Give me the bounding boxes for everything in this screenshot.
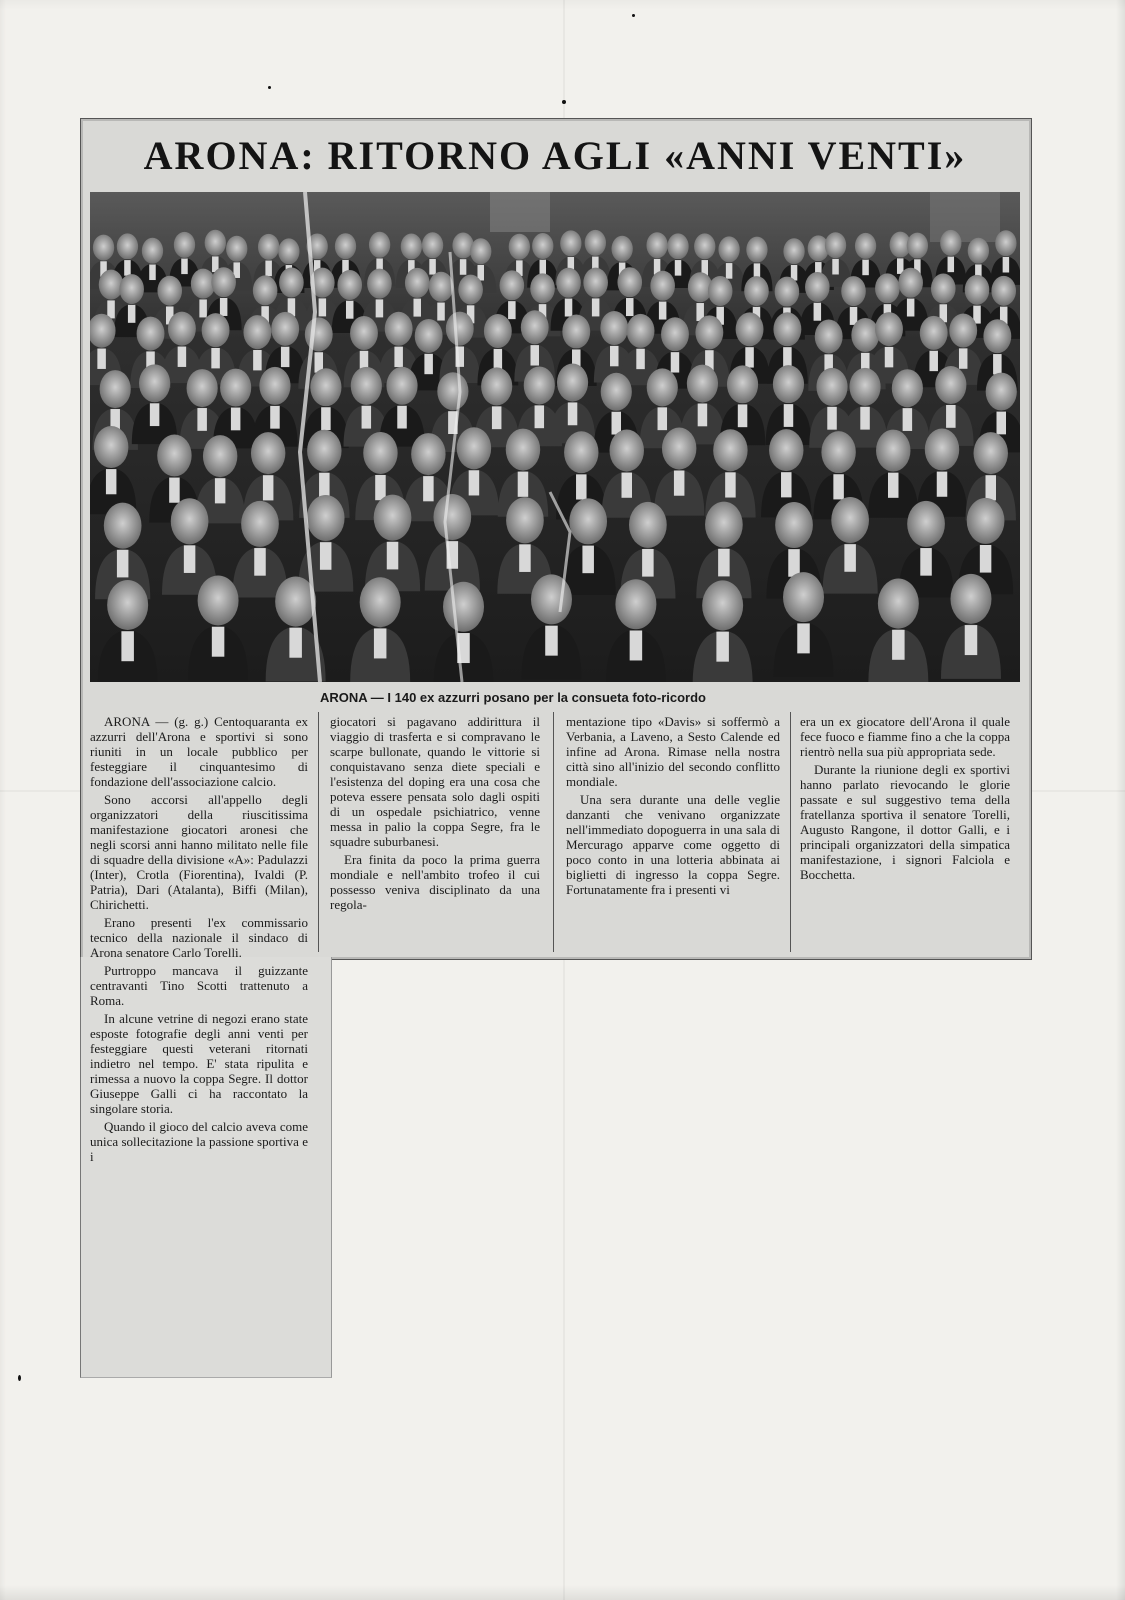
crowd-figure-head bbox=[617, 267, 642, 297]
crowd-figure-head bbox=[851, 318, 879, 352]
crowd-figure-shirt bbox=[149, 264, 156, 280]
crowd-figure-head bbox=[950, 574, 991, 624]
crowd-figure-shirt bbox=[997, 412, 1007, 435]
crowd-figure-head bbox=[907, 501, 945, 547]
crowd-figure-shirt bbox=[374, 628, 387, 658]
crowd-figure-shirt bbox=[199, 299, 207, 317]
crowd-figure-head bbox=[142, 238, 163, 264]
crowd-figure-shirt bbox=[844, 544, 856, 572]
crowd-figure-head bbox=[374, 495, 412, 541]
crowd-figure-head bbox=[805, 272, 830, 302]
crowd-figure-head bbox=[783, 572, 824, 622]
crowd-figure-head bbox=[821, 431, 855, 473]
crowd-figure-head bbox=[892, 369, 923, 407]
crowd-figure-shirt bbox=[545, 626, 558, 656]
crowd-figure-head bbox=[211, 267, 236, 297]
crowd-figure-head bbox=[100, 370, 131, 408]
article-column-3 bbox=[566, 714, 780, 900]
crowd-figure-shirt bbox=[920, 548, 932, 576]
crowd-figure-shirt bbox=[781, 472, 792, 497]
crowd-figure-shirt bbox=[492, 406, 502, 429]
crowd-figure-shirt bbox=[178, 347, 187, 367]
crowd-figure-shirt bbox=[860, 407, 870, 430]
crowd-figure-shirt bbox=[319, 473, 330, 498]
crowd-figure-shirt bbox=[535, 405, 545, 428]
crowd-figure-shirt bbox=[169, 478, 180, 503]
crowd-figure-head bbox=[949, 314, 977, 348]
crowd-figure-head bbox=[509, 234, 530, 260]
crowd-figure-shirt bbox=[827, 407, 837, 430]
crowd-figure-shirt bbox=[888, 473, 899, 498]
crowd-figure-head bbox=[443, 582, 484, 632]
crowd-figure-head bbox=[878, 579, 919, 629]
crowd-figure-shirt bbox=[508, 301, 515, 319]
crowd-figure-shirt bbox=[659, 302, 667, 320]
crowd-figure-head bbox=[360, 577, 401, 627]
crowd-figure-shirt bbox=[946, 405, 956, 428]
crowd-figure-head bbox=[815, 319, 843, 353]
crowd-figure-head bbox=[585, 230, 606, 256]
crowd-figure-head bbox=[457, 427, 491, 469]
crowd-figure-head bbox=[94, 426, 128, 468]
crowd-figure-head bbox=[500, 270, 525, 300]
crowd-figure-shirt bbox=[270, 406, 280, 429]
crowd-figure-head bbox=[157, 434, 191, 476]
crowd-figure-head bbox=[898, 268, 923, 298]
crowd-figure-head bbox=[849, 368, 880, 406]
crowd-figure-head bbox=[524, 366, 555, 404]
crowd-figure-head bbox=[363, 432, 397, 474]
crowd-figure-shirt bbox=[394, 347, 403, 367]
photo-caption: ARONA — I 140 ex azzurri posano per la consueta foto-ricordo bbox=[320, 690, 706, 705]
crowd-figure-shirt bbox=[814, 303, 822, 321]
crowd-figure-head bbox=[875, 273, 900, 303]
crowd-figure-head bbox=[718, 236, 739, 262]
crowd-figure-shirt bbox=[321, 407, 331, 430]
crowd-figure-head bbox=[532, 233, 553, 259]
crowd-figure-head bbox=[530, 273, 555, 303]
crowd-figure-head bbox=[484, 314, 512, 348]
crowd-figure-head bbox=[415, 319, 443, 353]
crowd-figure-head bbox=[241, 501, 279, 547]
paragraph: Quando il gioco del calcio aveva come unica sollecitazione la passione sportiva e i bbox=[90, 1119, 308, 1164]
crowd-figure-head bbox=[198, 575, 239, 625]
crowd-figure-head bbox=[705, 502, 743, 548]
crowd-figure-shirt bbox=[833, 474, 844, 499]
crowd-figure-shirt bbox=[212, 627, 225, 657]
crowd-figure-head bbox=[775, 502, 813, 548]
crowd-figure-shirt bbox=[642, 549, 654, 577]
crowd-figure-shirt bbox=[784, 404, 794, 427]
crowd-figure-shirt bbox=[985, 475, 996, 500]
crowd-figure-head bbox=[157, 276, 182, 306]
crowd-figure-head bbox=[93, 235, 114, 261]
crowd-figure-shirt bbox=[387, 542, 399, 570]
crowd-figure-head bbox=[646, 232, 667, 258]
paragraph: In alcune vetrine di negozi erano state esposte fotografie degli anni venti per festeggiare questi veterani ritornati indietro nel tempo. E' stata ripulita e rimessa a nuovo la coppa Segre. Il dottor Giuseppe Galli ci ha raccontato la singolare storia. bbox=[90, 1011, 308, 1116]
crowd-figure-shirt bbox=[376, 299, 384, 317]
crowd-figure-head bbox=[220, 369, 251, 407]
crowd-figure-head bbox=[935, 366, 966, 404]
paragraph: Erano presenti l'ex commissario tecnico della nazionale il sindaco di Arona senatore Carlo Torelli. bbox=[90, 915, 308, 960]
crowd-figure-head bbox=[335, 233, 356, 259]
crowd-figure-shirt bbox=[124, 260, 131, 276]
crowd-figure-head bbox=[662, 427, 696, 469]
crowd-figure-head bbox=[627, 314, 655, 348]
crowd-figure-shirt bbox=[106, 469, 117, 494]
crowd-figure-shirt bbox=[121, 631, 134, 661]
paragraph: Sono accorsi all'appello degli organizzatori della riuscitissima manifestazione giocatori aronesi che negli scorsi anni hanno militato nelle file di squadre della divisione «A»: Padulazzi (Inter), Crotla (Fiorentina), Ivaldi (P. Patria), Dari (Atalanta), Biffi (Milan), Chirichetti. bbox=[90, 792, 308, 912]
crowd-figure-head bbox=[562, 315, 590, 349]
crowd-figure-shirt bbox=[231, 408, 241, 431]
column-rule bbox=[790, 712, 791, 952]
crowd-figure-shirt bbox=[320, 542, 332, 570]
crowd-figure-head bbox=[168, 312, 196, 346]
article-column-4 bbox=[800, 714, 1010, 885]
crowd-figure-head bbox=[253, 275, 278, 305]
crowd-figure-shirt bbox=[150, 403, 160, 426]
crowd-figure-head bbox=[986, 373, 1017, 411]
crowd-figure-head bbox=[564, 431, 598, 473]
article-headline: ARONA: RITORNO AGLI «ANNI VENTI» bbox=[143, 133, 967, 178]
crowd-figure-head bbox=[875, 312, 903, 346]
crowd-figure-head bbox=[117, 233, 138, 259]
crowd-figure-head bbox=[205, 230, 226, 256]
crowd-figure-shirt bbox=[184, 545, 196, 573]
crowd-figure-head bbox=[350, 316, 378, 350]
crowd-figure-head bbox=[521, 310, 549, 344]
crowd-figure-head bbox=[569, 498, 607, 544]
crowd-figure-head bbox=[310, 368, 341, 406]
crowd-figure-head bbox=[920, 316, 948, 350]
crowd-figure-head bbox=[202, 313, 230, 347]
crowd-figure-shirt bbox=[862, 260, 869, 276]
crowd-figure-head bbox=[876, 430, 910, 472]
crowd-figure-shirt bbox=[211, 348, 220, 368]
crowd-figure-shirt bbox=[181, 258, 188, 274]
crowd-figure-shirt bbox=[622, 473, 633, 498]
crowd-figure-head bbox=[351, 367, 382, 405]
crowd-figure-head bbox=[983, 319, 1011, 353]
crowd-figure-shirt bbox=[892, 630, 905, 660]
crowd-figure-head bbox=[104, 503, 142, 549]
crowd-figure-head bbox=[203, 435, 237, 477]
crowd-figure-head bbox=[411, 433, 445, 475]
crowd-figure-head bbox=[708, 276, 733, 306]
crowd-figure-head bbox=[967, 498, 1005, 544]
crowd-figure-shirt bbox=[362, 406, 372, 429]
crowd-figure-shirt bbox=[788, 549, 800, 577]
article-column-2 bbox=[330, 714, 540, 915]
crowd-figure-shirt bbox=[460, 259, 467, 275]
crowd-figure-shirt bbox=[375, 475, 386, 500]
crowd-figure-head bbox=[995, 230, 1016, 256]
crowd-figure-head bbox=[940, 230, 961, 256]
paragraph: Durante la riunione degli ex sportivi hanno parlato rievocando le glorie passate e sul suggestivo tema della fratellanza sportiva il senatore Torelli, Augusto Rangone, il dottor Galli, e i principali organizzatori della simpatica manifestazione, i signori Falciola e Bocchetta. bbox=[800, 762, 1010, 882]
crowd-figure-shirt bbox=[626, 298, 634, 316]
crowd-figure-head bbox=[600, 311, 628, 345]
crowd-figure-head bbox=[816, 368, 847, 406]
crowd-figure-head bbox=[694, 233, 715, 259]
crowd-figure-shirt bbox=[929, 351, 938, 371]
crowd-figure-shirt bbox=[540, 260, 547, 276]
crowd-figure-head bbox=[773, 365, 804, 403]
crowd-figure-head bbox=[825, 232, 846, 258]
crowd-figure-shirt bbox=[832, 259, 839, 275]
crowd-figure-shirt bbox=[346, 301, 354, 319]
crowd-figure-shirt bbox=[965, 625, 978, 655]
crowd-figure-shirt bbox=[718, 549, 730, 577]
crowd-figure-head bbox=[974, 432, 1008, 474]
crowd-figure-head bbox=[831, 497, 869, 543]
crowd-figure-shirt bbox=[698, 404, 708, 427]
crowd-figure-head bbox=[470, 238, 491, 264]
crowd-figure-shirt bbox=[253, 350, 262, 370]
crowd-figure-shirt bbox=[675, 260, 682, 276]
paragraph: era un ex giocatore dell'Arona il quale fece fuoco e fiamme fino a che la coppa rientrò nella sua più appropriata sede. bbox=[800, 714, 1010, 759]
crowd-figure-shirt bbox=[107, 300, 115, 318]
crowd-figure-head bbox=[931, 274, 956, 304]
crowd-figure-shirt bbox=[937, 472, 948, 497]
crowd-figure-head bbox=[991, 276, 1016, 306]
crowd-figure-shirt bbox=[530, 345, 539, 365]
crowd-figure-head bbox=[307, 495, 345, 541]
column-rule bbox=[318, 712, 319, 952]
crowd-figure-head bbox=[531, 574, 572, 624]
crowd-figure-head bbox=[769, 429, 803, 471]
crowd-figure-shirt bbox=[1003, 257, 1010, 273]
crowd-figure-head bbox=[429, 272, 454, 302]
crowd-figure-head bbox=[746, 237, 767, 263]
crowd-figure-head bbox=[557, 364, 588, 402]
crowd-figure-shirt bbox=[437, 303, 445, 321]
crowd-figure-head bbox=[713, 429, 747, 471]
crowd-figure-head bbox=[258, 234, 279, 260]
crowd-figure-shirt bbox=[658, 407, 668, 430]
crowd-figure-shirt bbox=[429, 259, 436, 275]
column-rule bbox=[553, 712, 554, 952]
crowd-figure-shirt bbox=[582, 546, 594, 574]
crowd-figure-head bbox=[401, 233, 422, 259]
paragraph: Una sera durante una delle veglie danzanti che venivano organizzate nell'immediato dopoguerra in una sala di Mercurago apparve come oggetto di poco conto in una lotteria abbinata ai biglietti di ingresso la coppa Segre. Fortunatamente fra i presenti vi bbox=[566, 792, 780, 897]
paper-speck bbox=[268, 86, 271, 89]
crowd-figure-head bbox=[775, 277, 800, 307]
crowd-figure-shirt bbox=[716, 632, 729, 662]
crowd-figure-shirt bbox=[423, 476, 434, 501]
crowd-figure-shirt bbox=[636, 349, 645, 369]
crowd-figure-shirt bbox=[993, 354, 1002, 374]
crowd-figure-shirt bbox=[97, 349, 106, 369]
crowd-figure-shirt bbox=[797, 623, 810, 653]
crowd-figure-shirt bbox=[565, 299, 573, 317]
crowd-figure-head bbox=[556, 268, 581, 298]
crowd-figure-head bbox=[629, 502, 667, 548]
paper-speck bbox=[18, 1375, 21, 1381]
crowd-figure-head bbox=[107, 580, 148, 630]
crowd-figure-shirt bbox=[397, 406, 407, 429]
crowd-figure-head bbox=[458, 275, 483, 305]
crowd-figure-shirt bbox=[783, 347, 792, 367]
crowd-figure-shirt bbox=[610, 346, 619, 366]
crowd-figure-shirt bbox=[281, 347, 290, 367]
paper-speck bbox=[562, 100, 566, 104]
crowd-figure-head bbox=[855, 233, 876, 259]
crowd-figure-shirt bbox=[907, 299, 915, 317]
crowd-figure-shirt bbox=[220, 298, 228, 316]
crowd-figure-head bbox=[925, 429, 959, 471]
crowd-figure-head bbox=[243, 315, 271, 349]
crowd-figure-head bbox=[783, 238, 804, 264]
crowd-figure-shirt bbox=[494, 349, 503, 369]
crowd-figure-head bbox=[446, 312, 474, 346]
crowd-figure-shirt bbox=[630, 630, 643, 660]
paragraph: giocatori si pagavano addirittura il viaggio di trasferta e si compravano le scarpe bullonate, quando le vittorie si conquistavano senza diete speciali e l'esistenza del doping era una cosa che poteva essere pensata solo dagli ospiti di un ospedale psichiatrico, venne messa in palio la coppa Segre, fra le squadre suburbanesi. bbox=[330, 714, 540, 849]
crowd-figure-shirt bbox=[980, 545, 992, 573]
crowd-figure-shirt bbox=[576, 474, 587, 499]
crowd-figure-shirt bbox=[518, 472, 529, 497]
group-photo bbox=[90, 192, 1020, 682]
crowd-figure-head bbox=[583, 268, 608, 298]
crowd-figure-head bbox=[965, 275, 990, 305]
crowd-figure-head bbox=[744, 276, 769, 306]
crowd-figure-shirt bbox=[725, 472, 736, 497]
crowd-figure-head bbox=[968, 238, 989, 264]
crowd-figure-shirt bbox=[469, 470, 480, 495]
paragraph: ARONA — (g. g.) Centoquaranta ex azzurri dell'Arona e sportivi si sono riuniti in un locale pubblico per festeggiare il cinquantesimo di fondazione dell'associazione calcio. bbox=[90, 714, 308, 789]
crowd-figure-head bbox=[279, 268, 304, 298]
crowd-figure-head bbox=[405, 268, 430, 298]
crowd-figure-head bbox=[422, 232, 443, 258]
group-photo-image bbox=[90, 192, 1020, 682]
crowd-figure-head bbox=[841, 276, 866, 306]
crowd-figure-shirt bbox=[289, 628, 302, 658]
crowd-figure-head bbox=[99, 270, 124, 300]
crowd-figure-head bbox=[278, 238, 299, 264]
crowd-figure-head bbox=[661, 317, 689, 351]
crowd-figure-shirt bbox=[592, 298, 600, 316]
crowd-figure-shirt bbox=[885, 347, 894, 367]
crowd-figure-shirt bbox=[197, 408, 207, 431]
crowd-figure-shirt bbox=[265, 261, 272, 277]
crowd-figure-head bbox=[650, 271, 675, 301]
crowd-figure-shirt bbox=[568, 402, 578, 425]
crowd-figure-head bbox=[773, 312, 801, 346]
paper-speck bbox=[632, 14, 635, 17]
crowd-figure-head bbox=[611, 236, 632, 262]
crowd-figure-head bbox=[727, 365, 758, 403]
crowd-figure-head bbox=[702, 580, 743, 630]
crowd-figure-shirt bbox=[519, 544, 531, 572]
crowd-figure-head bbox=[601, 373, 632, 411]
crowd-figure-head bbox=[271, 312, 299, 346]
crowd-figure-shirt bbox=[413, 299, 421, 317]
crowd-figure-head bbox=[385, 312, 413, 346]
crowd-figure-head bbox=[174, 232, 195, 258]
crowd-figure-shirt bbox=[424, 354, 433, 374]
crowd-figure-shirt bbox=[738, 404, 748, 427]
crowd-figure-head bbox=[367, 269, 392, 299]
crowd-figure-shirt bbox=[948, 257, 955, 273]
crowd-figure-head bbox=[736, 312, 764, 346]
crowd-figure-head bbox=[251, 432, 285, 474]
paragraph: mentazione tipo «Davis» si soffermò a Verbania, a Laveno, a Sesto Calende ed infine ad Arona. Rimase nella nostra città sino all'inizio del secondo conflitto mondiale. bbox=[566, 714, 780, 789]
crowd-figure-shirt bbox=[726, 263, 733, 279]
crowd-figure-head bbox=[907, 233, 928, 259]
crowd-figure-head bbox=[647, 368, 678, 406]
crowd-figure-head bbox=[139, 364, 170, 402]
crowd-figure-head bbox=[369, 232, 390, 258]
crowd-figure-head bbox=[560, 230, 581, 256]
crowd-figure-shirt bbox=[959, 348, 968, 368]
paragraph: Purtroppo mancava il guizzante centravanti Tino Scotti trattenuto a Roma. bbox=[90, 963, 308, 1008]
crowd-figure-shirt bbox=[128, 305, 136, 323]
crowd-figure-head bbox=[615, 579, 656, 629]
crowd-figure-shirt bbox=[903, 408, 913, 431]
crowd-figure-shirt bbox=[254, 548, 266, 576]
crowd-figure-head bbox=[695, 315, 723, 349]
crowd-figure-shirt bbox=[674, 471, 685, 496]
crowd-figure-head bbox=[667, 233, 688, 259]
crowd-figure-head bbox=[305, 317, 333, 351]
article-column-1 bbox=[90, 714, 308, 1167]
crowd-figure-head bbox=[119, 274, 144, 304]
crowd-figure-head bbox=[187, 369, 218, 407]
crowd-figure-shirt bbox=[117, 550, 129, 578]
crowd-figure-head bbox=[337, 270, 362, 300]
crowd-figure-head bbox=[481, 367, 512, 405]
crowd-figure-head bbox=[171, 498, 209, 544]
crowd-figure-shirt bbox=[319, 298, 327, 316]
crowd-figure-head bbox=[437, 372, 468, 410]
crowd-figure-head bbox=[610, 430, 644, 472]
crowd-figure-head bbox=[433, 494, 471, 540]
crowd-figure-shirt bbox=[671, 352, 680, 372]
crowd-figure-head bbox=[506, 497, 544, 543]
crowd-figure-head bbox=[259, 367, 290, 405]
crowd-figure-head bbox=[137, 317, 165, 351]
crowd-figure-head bbox=[506, 429, 540, 471]
crowd-figure-head bbox=[307, 430, 341, 472]
crowd-figure-shirt bbox=[745, 347, 754, 367]
crowd-figure-shirt bbox=[215, 478, 226, 503]
crowd-figure-head bbox=[226, 236, 247, 262]
paragraph: Era finita da poco la prima guerra mondiale e nell'ambito trofeo il cui possesso veniva disciplinato da una regola- bbox=[330, 852, 540, 912]
crowd-figure-head bbox=[386, 367, 417, 405]
crowd-figure-shirt bbox=[612, 412, 622, 435]
crowd-figure-head bbox=[687, 365, 718, 403]
crowd-figure-shirt bbox=[263, 475, 274, 500]
